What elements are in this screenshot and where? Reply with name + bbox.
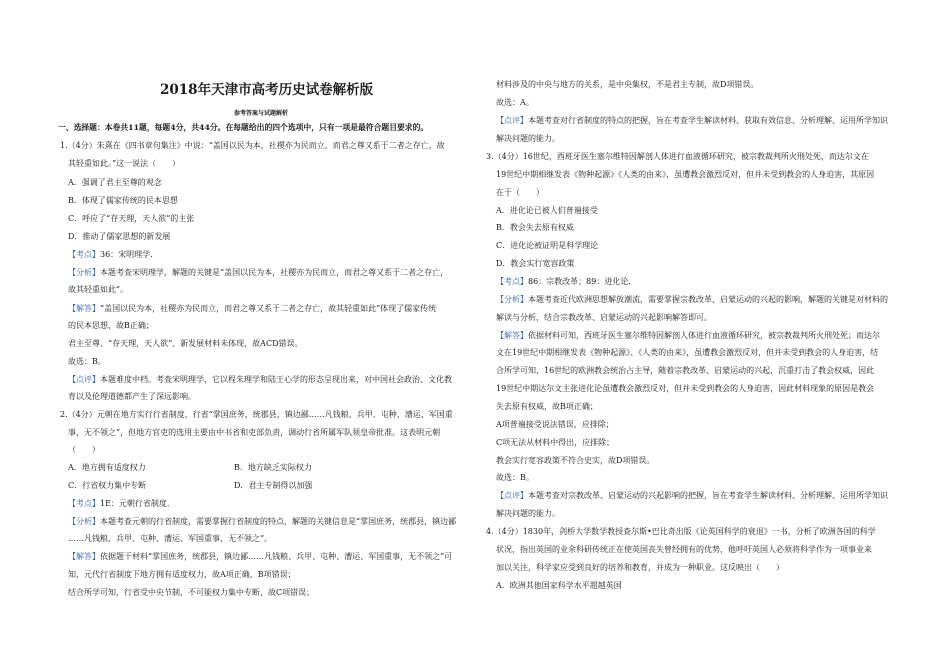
q2-option-b: B．地方缺乏实际权力 xyxy=(234,463,312,472)
q3-option-d: D．教会实行宽容政策 xyxy=(496,259,575,268)
q1-fenxi-line2: 故其轻重如此”。 xyxy=(68,285,129,294)
q1-dianping xyxy=(68,374,452,385)
dianping-text: 本题考查对宗教改革、启蒙运动的兴起影响的把握，旨在考查学生解读材料、分析理解、运用所学知识 xyxy=(528,491,888,500)
jieda-tag: 【解答】 xyxy=(496,331,528,340)
q4-stem-line3: 加以关注，科学家应受到良好的培养和教育，并成为一种职业。这反映出（ ） xyxy=(496,563,784,572)
fenxi-text: 本题考查近代欧洲思想解放潮流，需要掌握宗教改革、启蒙运动的兴起的影响，解题的关键是对材料的 xyxy=(528,295,888,304)
q2-option-c: C．行省权力集中专断 xyxy=(68,481,147,490)
q3-dianping xyxy=(496,490,888,501)
q4-stem-line1: 4.（4分）1830年，剑桥大学数学教授查尔斯•巴比奇出版《论英国科学的衰退》一书，分析了欧洲各国的科学 xyxy=(486,527,876,536)
q2-dianping xyxy=(496,115,888,126)
q3-jieda-line7: C项无法从材料中得出，应排除； xyxy=(496,438,615,447)
section-heading: 一、选择题：本卷共11题，每题4分，共44分。在每题给出的四个选项中，只有一项是最符合题目要求的。 xyxy=(58,123,429,132)
q2-stem-line3: （ ） xyxy=(68,445,100,454)
q3-stem-line2: 19世纪中期相继发表《物种起源》《人类的由来》，虽遭教会激烈反对，但并未受到教会的人身迫害，其原因 xyxy=(496,170,875,179)
q3-stem-line1: 3.（4分）16世纪，西班牙医生塞尔维特因解剖人体进行血液循环研究，被宗教裁判所火刑处死，而达尔文在 xyxy=(486,152,869,161)
q2-answer: 故选：A。 xyxy=(496,98,534,107)
q1-answer: 故选：B。 xyxy=(68,357,106,366)
q3-jieda-line3: 合所学可知，16世纪的欧洲教会统治占主导，随着宗教改革、启蒙运动的兴起，沉重打击了教会权威，因此 xyxy=(496,366,875,375)
fenxi-tag: 【分析】 xyxy=(496,295,528,304)
dianping-text: 本题难度中档。考查宋明理学，它以程朱理学和陆王心学的形态呈现出来，对中国社会政治、文化教 xyxy=(100,375,452,384)
dianping-text: 本题考查对行省制度的特点的把握，旨在考查学生解读材料、获取有效信息、分析理解、运用所学知识 xyxy=(528,116,888,125)
q2-fenxi xyxy=(68,516,456,527)
q3-jieda-line4: 19世纪中期达尔文主张进化论虽遭教会激烈反对，但并未受到教会的人身迫害，因此材料现象的原因是教会 xyxy=(496,384,875,393)
q2-stem-line1: 2.（4分）元朝在地方实行行省制度，行省“掌国庶务，统郡县，镇边鄙……凡钱粮、兵甲、屯种、漕运、军国重 xyxy=(60,410,453,419)
q3-kaodian xyxy=(496,276,631,287)
q3-answer: 故选：B。 xyxy=(496,473,534,482)
q1-jieda xyxy=(68,303,436,314)
q2-option-a: A．地方拥有适度权力 xyxy=(68,463,146,472)
q4-stem-line2: 状况，指出英国的业余科研传统正在使英国丧失曾经拥有的优势，他呼吁英国人必须将科学作为一项事业来 xyxy=(496,545,872,554)
q3-option-c: C．进化论被证明是科学理论 xyxy=(496,241,599,250)
q3-jieda-line5: 失去原有权威，故B项正确； xyxy=(496,402,598,411)
q1-jieda-line3: 君主至尊、“存天理，天人欲”、新发展材料未体现，故ACD错误。 xyxy=(68,339,303,348)
q3-fenxi xyxy=(496,294,888,305)
dianping-tag: 【点评】 xyxy=(68,375,100,384)
q3-jieda xyxy=(496,330,880,341)
q2-jieda xyxy=(68,551,452,562)
fenxi-tag: 【分析】 xyxy=(68,517,100,526)
kaodian-tag: 【考点】 xyxy=(496,277,528,286)
fenxi-tag: 【分析】 xyxy=(68,268,100,277)
q3-jieda-line2: 文在19世纪中期相继发表《物种起源》、《人类的由来》，虽遭教会激烈反对，但并未受到教会的人身迫害，结 xyxy=(496,348,879,357)
kaodian-text: 86：宗教改革；89：进化论. xyxy=(528,277,631,286)
kaodian-text: 36：宋明理学. xyxy=(100,250,153,259)
q3-fenxi-line2: 解读与分析，结合宗教改革、启蒙运动的兴起影响解答即可。 xyxy=(496,313,712,322)
q2-jieda-line3: 结合所学可知，行省受中央节制，不可能权力集中专断，故C项错误； xyxy=(68,588,315,597)
q3-jieda-line8: 教会实行宽容政策不符合史实，故D项错误。 xyxy=(496,456,655,465)
dianping-tag: 【点评】 xyxy=(496,491,528,500)
jieda-text: “盖国以民为本，社稷亦为民而立，而君之尊又系于二者之存亡，故其轻重如此”体现了儒家传统 xyxy=(100,304,437,313)
kaodian-tag: 【考点】 xyxy=(68,499,100,508)
fenxi-text: 本题考查元朝的行省制度，需要掌握行省制度的特点，解题的关键信息是“掌国庶务，统郡县，镇边鄙 xyxy=(100,517,457,526)
page-subtitle: 参考答案与试题解析 xyxy=(234,110,289,117)
q1-jieda-line2: 的民本思想，故B正确； xyxy=(68,321,154,330)
q2-jieda-line2: 知，元代行省制度下地方拥有适度权力，故A项正确，B项错误； xyxy=(68,570,296,579)
q2-jieda-line4: 材料涉及的中央与地方的关系，是中央集权，不是君主专制，故D项错误。 xyxy=(496,80,759,89)
q1-stem-line1: 1.（4分）朱熹在《四书章句集注》中说：“盖国以民为本，社稷亦为民而立，而君之尊又系于二者之存亡，故 xyxy=(60,141,445,150)
jieda-text: 依据材料可知，西班牙医生塞尔维特因解剖人体进行血液循环研究，被宗教裁判所火刑处死；而达尔 xyxy=(528,331,880,340)
kaodian-text: 1E：元朝行省制度. xyxy=(100,499,170,508)
q1-dianping-line2: 育以及伦理道德都产生了深远影响。 xyxy=(68,392,196,401)
q3-jieda-line6: A项普遍接受说法错误，应排除； xyxy=(496,420,614,429)
q3-option-b: B．教会失去原有权威 xyxy=(496,223,574,232)
q1-option-a: A．强调了君主至尊的观念 xyxy=(68,178,162,187)
q1-kaodian xyxy=(68,249,153,260)
q1-fenxi xyxy=(68,267,448,278)
page-title: 2018年天津市高考历史试卷解析版 xyxy=(160,82,374,98)
q2-dianping-line2: 解决问题的能力。 xyxy=(496,134,560,143)
q1-option-d: D．推动了儒家思想的新发展 xyxy=(68,232,171,241)
q3-dianping-line2: 解决问题的能力。 xyxy=(496,509,560,518)
jieda-text: 依据题干材料“掌国庶务，统郡县，镇边鄙……凡钱粮、兵甲、屯种、漕运、军国重事，无不领之”可 xyxy=(100,552,453,561)
q3-option-a: A．进化论已被人们普遍接受 xyxy=(496,206,598,215)
q1-option-c: C．呼应了“存天理，天人欲”的主张 xyxy=(68,214,195,223)
q4-option-a: A．欧洲其他国家科学水平超越英国 xyxy=(496,581,622,590)
q1-stem-line2: 其轻重如此。”这一说法（ ） xyxy=(68,159,181,168)
q1-option-b: B．体现了儒家传统的民本思想 xyxy=(68,196,178,205)
jieda-tag: 【解答】 xyxy=(68,304,100,313)
kaodian-tag: 【考点】 xyxy=(68,250,100,259)
q3-stem-line3: 在于（ ） xyxy=(496,188,544,197)
q2-fenxi-line2: ……凡钱粮、兵甲、屯种、漕运、军国重事，无不领之”。 xyxy=(68,534,273,543)
q2-kaodian xyxy=(68,498,169,509)
dianping-tag: 【点评】 xyxy=(496,116,528,125)
jieda-tag: 【解答】 xyxy=(68,552,100,561)
q2-stem-line2: 事，无不领之”，但地方官吏的选用主要由中书省和吏部负责，调动行省所属军队须皇帝批准。这表明元朝 xyxy=(68,428,441,437)
fenxi-text: 本题考查宋明理学，解题的关键是“盖国以民为本，社稷亦为民而立，而君之尊又系于二者之存亡， xyxy=(100,268,449,277)
q2-option-d: D．君主专制得以加强 xyxy=(234,481,313,490)
